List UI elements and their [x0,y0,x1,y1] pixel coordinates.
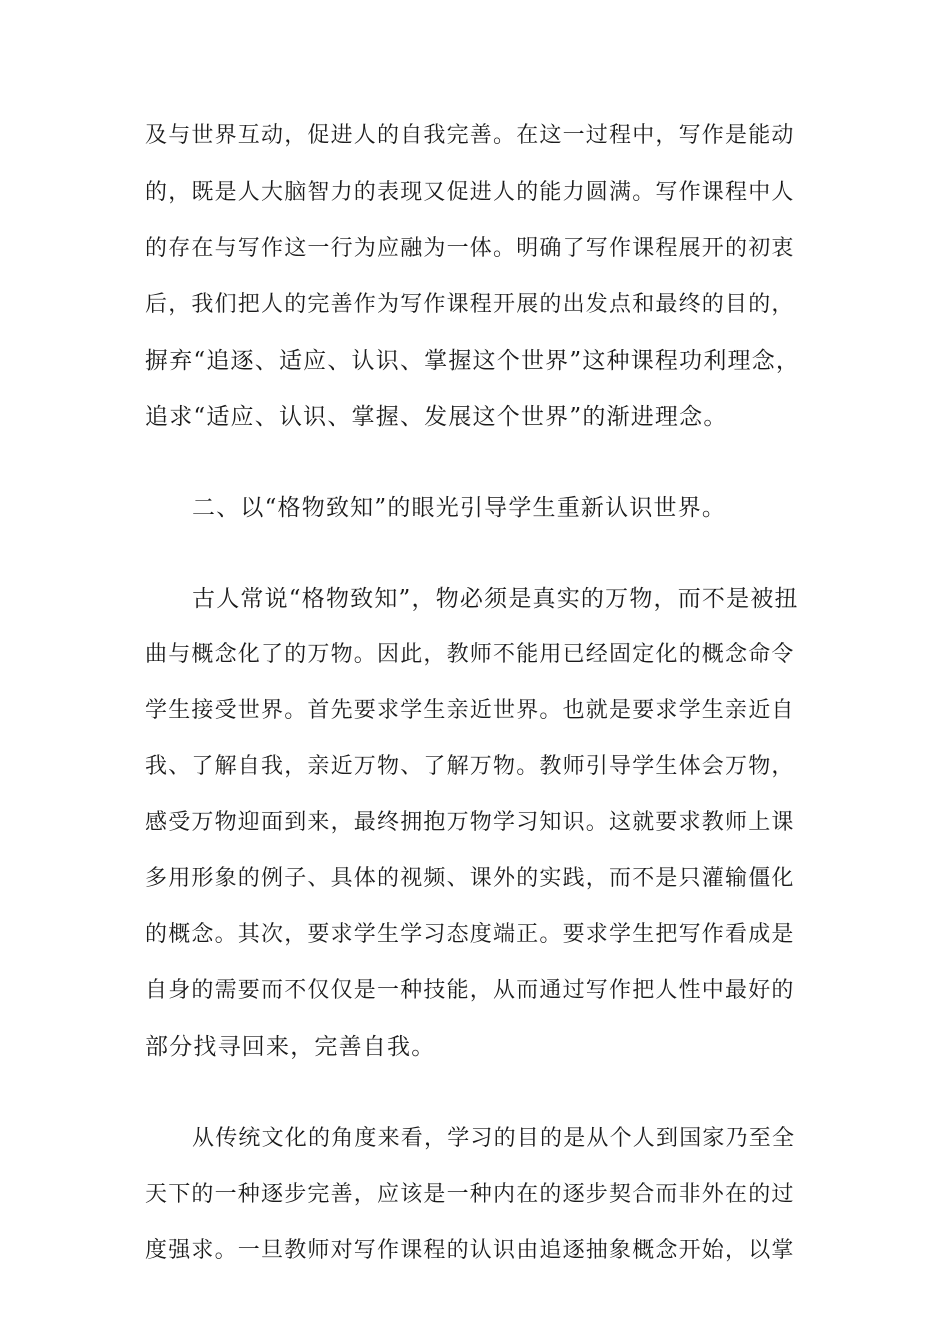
text-line: 的存在与写作这一行为应融为一体。明确了写作课程展开的初衷 [145,236,795,261]
text-line: 的概念。其次，要求学生学习态度端正。要求学生把写作看成是 [145,922,795,947]
text-line: 多用形象的例子、具体的视频、课外的实践，而不是只灌输僵化 [145,866,795,891]
text-line: 追求“适应、认识、掌握、发展这个世界”的渐进理念。 [145,404,728,430]
text-line: 自身的需要而不仅仅是一种技能，从而通过写作把人性中最好的 [145,978,795,1003]
section-heading: 二、以“格物致知”的眼光引导学生重新认识世界。 [192,495,727,521]
text-line: 我、了解自我，亲近万物、了解万物。教师引导学生体会万物， [145,754,795,779]
text-line: 天下的一种逐步完善，应该是一种内在的逐步契合而非外在的过 [145,1182,795,1207]
text-line: 古人常说“格物致知”，物必须是真实的万物，而不是被扭 [192,586,799,612]
text-line: 感受万物迎面到来，最终拥抱万物学习知识。这就要求教师上课 [145,810,795,835]
text-line: 度强求。一旦教师对写作课程的认识由追逐抽象概念开始，以掌 [145,1238,795,1263]
text-line: 曲与概念化了的万物。因此，教师不能用已经固定化的概念命令 [145,642,795,667]
text-line: 及与世界互动，促进人的自我完善。在这一过程中，写作是能动 [145,123,795,148]
text-line: 部分找寻回来，完善自我。 [145,1034,436,1060]
text-line: 从传统文化的角度来看，学习的目的是从个人到国家乃至全 [192,1126,796,1151]
text-line: 后，我们把人的完善作为写作课程开展的出发点和最终的目的， [145,292,795,317]
text-line: 的，既是人大脑智力的表现又促进人的能力圆满。写作课程中人 [145,180,795,205]
text-line: 学生接受世界。首先要求学生亲近世界。也就是要求学生亲近自 [145,698,795,723]
text-line: 摒弃“追逐、适应、认识、掌握这个世界”这种课程功利理念， [145,348,801,374]
